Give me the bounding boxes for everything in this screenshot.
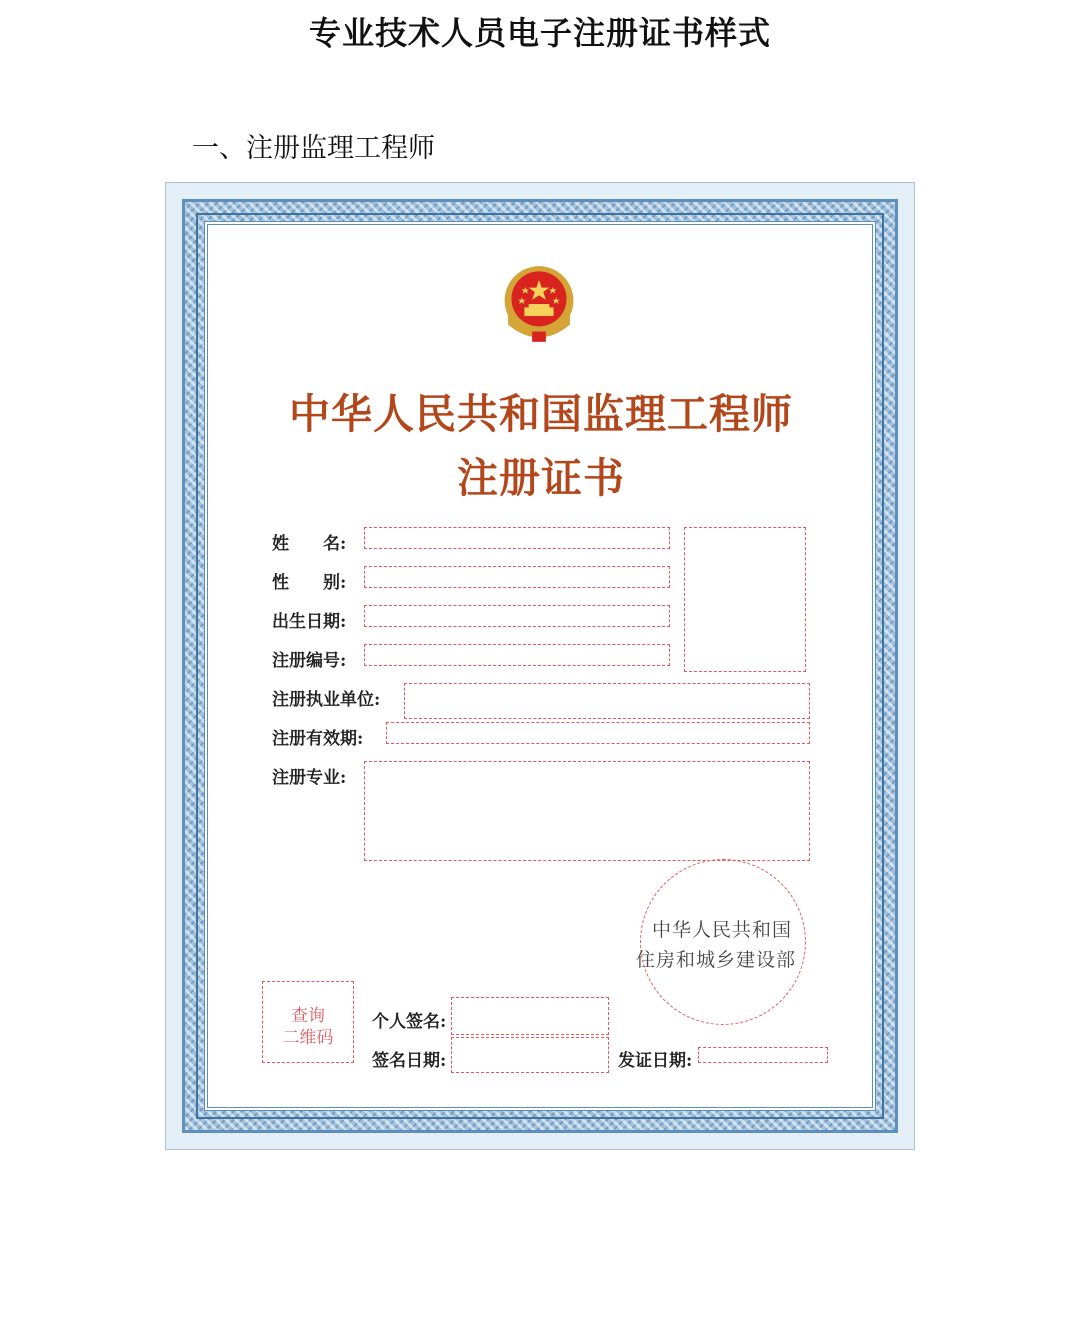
employer-label: 注册执业单位: (272, 690, 381, 710)
sign-date-field (451, 1037, 609, 1073)
signature-label: 个人签名: (372, 1012, 447, 1032)
seal-text-line2: 住房和城乡建设部 (636, 949, 797, 971)
gender-field (364, 566, 670, 588)
photo-placeholder (684, 527, 806, 672)
validity-field (386, 722, 810, 744)
sign-date-label: 签名日期: (372, 1051, 447, 1071)
validity-label: 注册有效期: (272, 729, 364, 749)
birth-date-label: 出生日期: (272, 612, 347, 632)
name-label: 姓 名: (272, 534, 347, 554)
certificate-sample (165, 182, 915, 1150)
specialty-label: 注册专业: (272, 768, 347, 788)
reg-number-field (364, 644, 670, 666)
name-field (364, 527, 670, 549)
signature-field (451, 997, 609, 1035)
certificate-title-line1: 中华人民共和国监理工程师 (289, 390, 793, 438)
section-heading: 一、注册监理工程师 (192, 133, 435, 164)
official-seal-placeholder (640, 859, 806, 1025)
reg-number-label: 注册编号: (272, 651, 347, 671)
national-emblem-icon (496, 261, 582, 347)
gender-label: 性 别: (272, 573, 347, 593)
birth-date-field (364, 605, 670, 627)
qr-text-line2: 二维码 (282, 1028, 334, 1048)
qr-text-line1: 查询 (291, 1006, 325, 1026)
issue-date-field (698, 1047, 828, 1063)
issue-date-label: 发证日期: (618, 1051, 693, 1071)
certificate-title-line2: 注册证书 (457, 454, 625, 502)
page-title: 专业技术人员电子注册证书样式 (308, 14, 771, 52)
specialty-field (364, 761, 810, 861)
seal-text-line1: 中华人民共和国 (652, 919, 793, 941)
employer-field (404, 683, 810, 719)
